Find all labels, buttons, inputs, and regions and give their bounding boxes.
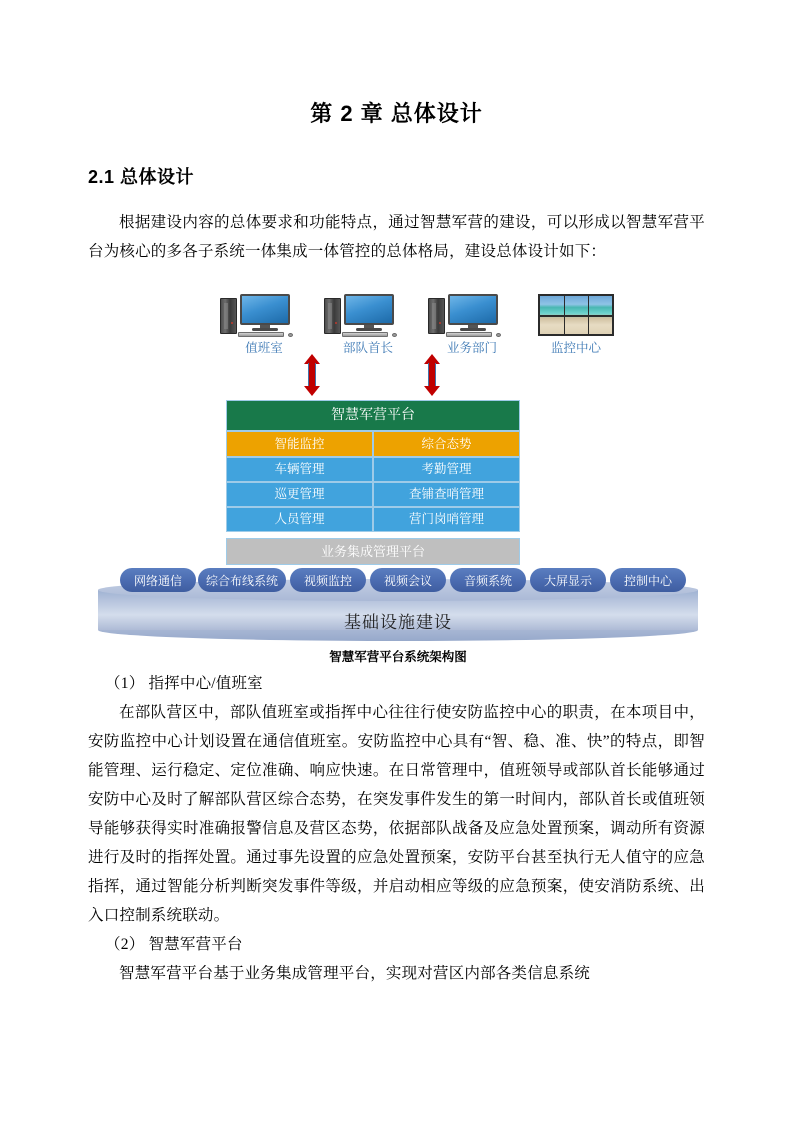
module-patrol-management: 巡更管理 (226, 482, 373, 507)
module-row (226, 482, 520, 507)
infra-item-video-conference: 视频会议 (370, 568, 446, 592)
module-attendance-management: 考勤管理 (373, 457, 520, 482)
keyboard-icon (342, 332, 388, 337)
architecture-diagram (98, 292, 698, 664)
monitor-base (252, 328, 278, 331)
mouse-icon (288, 333, 293, 337)
keyboard-icon (446, 332, 492, 337)
module-vehicle-management: 车辆管理 (226, 457, 373, 482)
device-label: 部队首长 (342, 341, 393, 355)
monitor-base (460, 328, 486, 331)
monitor-icon (448, 294, 498, 331)
double-arrow-left-icon (304, 354, 320, 396)
monitor-icon (344, 294, 394, 331)
infrastructure-label: 基础设施建设 (344, 613, 452, 632)
item-1-body: 在部队营区中，部队值班室或指挥中心往往行使安防监控中心的职责，在本项目中，安防监控中心计划设置在通信值班室。安防监控中心具有“智、稳、准、快”的特点，即智能管理、运行稳定、定位准确、响应快速。在日常管理中，值班领导或部队首长能够通过安防中心及时了解部队营区综合态势，在突发事件发生的第一时间内，部队首长或值班领导能够获得实时准确报警信息及营区态势，依据部队战备及应急处置预案，调动所有资源进行及时的指挥处置。通过事先设置的应急处置预案，安防平台甚至执行无人值守的应急指挥，通过智能分析判断突发事件等级，并启动相应等级的应急预案，使安消防系统、出入口控制系统联动。 (88, 704, 705, 924)
infra-item-large-screen-display: 大屏显示 (530, 568, 606, 592)
platform-title-cell: 智慧军营平台 (226, 400, 520, 431)
device-monitoring-center (528, 292, 624, 358)
module-gate-sentry-management: 营门岗哨管理 (373, 507, 520, 532)
monitor-base (356, 328, 382, 331)
computer-tower-icon (324, 298, 341, 334)
infrastructure-layer (98, 568, 698, 644)
intro-paragraph: 根据建设内容的总体要求和功能特点，通过智慧军营的建设，可以形成以智慧军营平台为核心的多各子系统一体集成一体管控的总体格局，建设总体设计如下： (88, 214, 705, 260)
infrastructure-pill-row (120, 568, 678, 594)
computer-tower-icon (428, 298, 445, 334)
computer-tower-icon (220, 298, 237, 334)
device-commander (320, 292, 416, 358)
device-label: 监控中心 (550, 341, 601, 355)
mouse-icon (392, 333, 397, 337)
integration-platform-cell: 业务集成管理平台 (226, 538, 520, 565)
module-bed-sentry-check-management: 查铺查哨管理 (373, 482, 520, 507)
platform-title-row (226, 400, 520, 431)
module-personnel-management: 人员管理 (226, 507, 373, 532)
monitor-icon (240, 294, 290, 331)
device-label: 值班室 (245, 341, 283, 355)
diagram-device-row (216, 292, 646, 358)
platform-stack (226, 400, 520, 565)
item-1-heading: （1） 指挥中心/值班室 (105, 675, 263, 692)
monitor-screen (448, 294, 498, 325)
monitor-screen (240, 294, 290, 325)
item-2-body: 智慧军营平台基于业务集成管理平台，实现对营区内部各类信息系统 (119, 965, 591, 982)
keyboard-icon (238, 332, 284, 337)
device-duty-room (216, 292, 312, 358)
device-label: 业务部门 (446, 341, 497, 355)
mouse-icon (496, 333, 501, 337)
video-wall-grid (540, 296, 612, 334)
infra-item-video-surveillance: 视频监控 (290, 568, 366, 592)
body-section (88, 669, 705, 988)
device-business-department (424, 292, 520, 358)
section-title: 2.1 总体设计 (88, 167, 195, 187)
integration-platform-row (226, 532, 520, 565)
item-2-heading: （2） 智慧军营平台 (105, 936, 243, 953)
figure-caption: 智慧军营平台系统架构图 (329, 650, 467, 664)
highlight-module-row (226, 431, 520, 457)
module-intelligent-monitoring: 智能监控 (226, 431, 373, 457)
module-comprehensive-situation: 综合态势 (373, 431, 520, 457)
infra-item-structured-cabling: 综合布线系统 (198, 568, 286, 592)
infra-item-audio-system: 音频系统 (450, 568, 526, 592)
chapter-title: 第 2 章 总体设计 (310, 101, 483, 126)
double-arrow-right-icon (424, 354, 440, 396)
module-row (226, 507, 520, 532)
infra-item-network-communication: 网络通信 (120, 568, 196, 592)
infra-item-control-center: 控制中心 (610, 568, 686, 592)
video-wall-icon (538, 294, 614, 336)
module-row (226, 457, 520, 482)
monitor-screen (344, 294, 394, 325)
